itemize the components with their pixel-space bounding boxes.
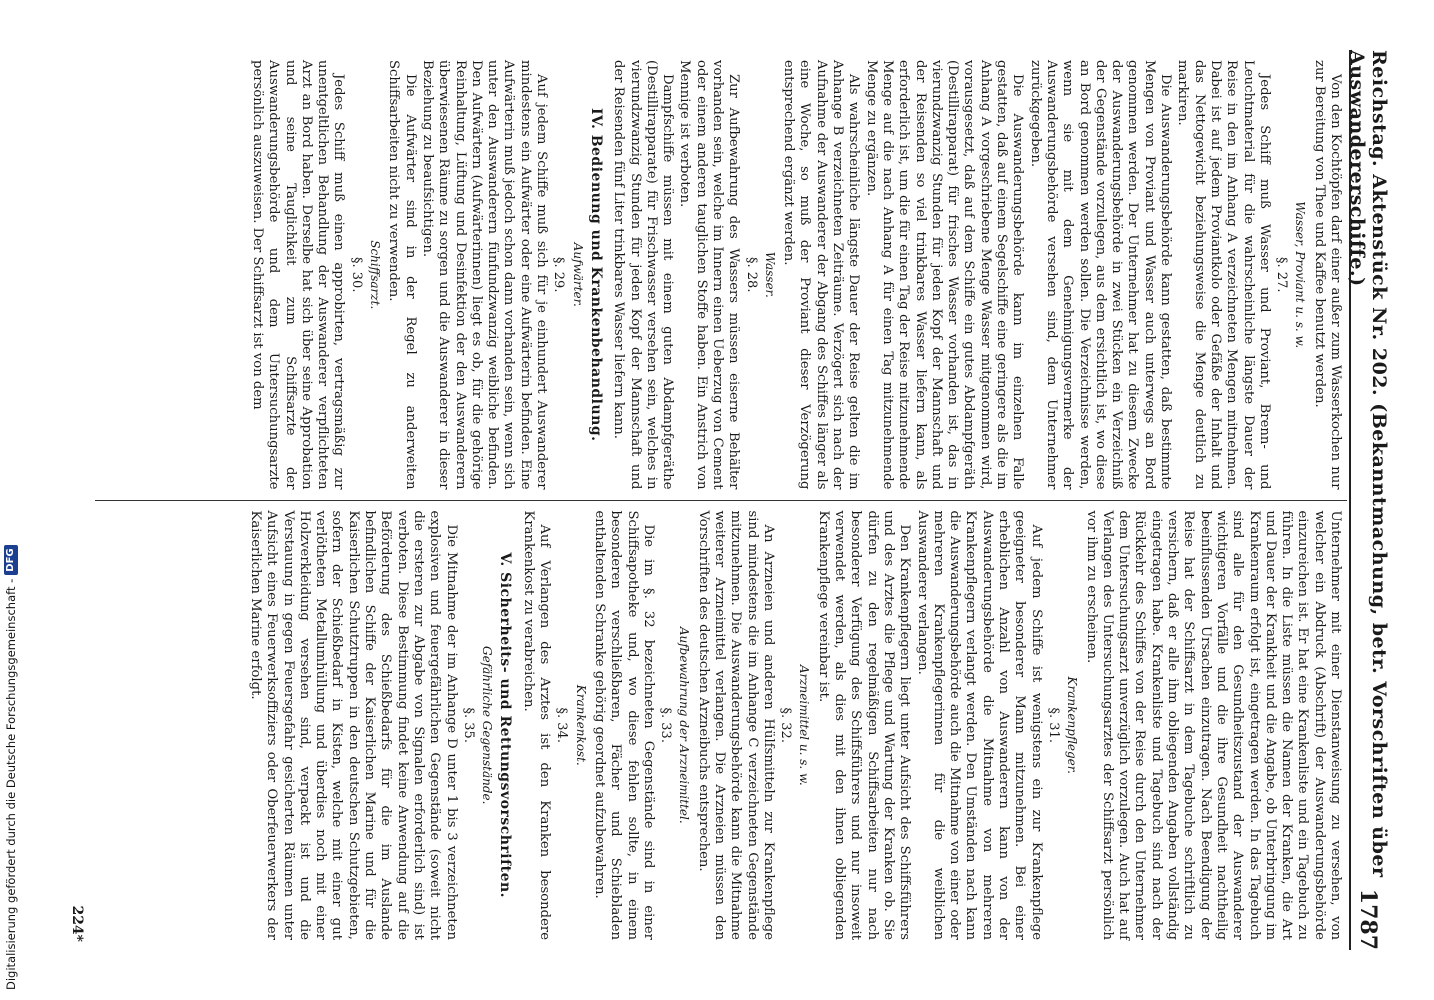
subheading-sick-diet: Krankenkost. <box>573 684 588 766</box>
page-header <box>1346 50 1390 950</box>
section-29: §. 29. <box>551 257 567 293</box>
subheading-dangerous-goods: Gefährliche Gegenstände. <box>480 646 495 805</box>
subheading-medicines: Arzneimittel u. s. w. <box>797 664 812 786</box>
credit-line <box>2 0 20 990</box>
section-27: §. 27. <box>1274 257 1290 293</box>
paragraph-29a: Auf jedem Schiffe muß sich für je einhundert Auswanderer mindestens ein Aufwärter oder eine Aufwärterin befinden. Eine Aufwärterin muß jedoch schon dann vorhanden sein, wenn sich unter den Auswanderern fünfundzwanzig weibliche befinden. Den Aufwärtern (Aufwärterinnen) liegt es ob, für die gehörige Reinhaltung, Lüftung und Desinfektion der den Auswanderern überwiesenen Räume zu sorgen und die Auswanderer in dieser Beziehung zu beaufsichtigen. <box>419 60 550 490</box>
paragraph-30: Jedes Schiff muß einen approbirten, vertragsmäßig zur unentgeltlichen Behandlung der Auswanderer verpflichteten Arzt an Bord haben. Derselbe hat sich über seine Approbation und seine Tauglichkeit zum Schiffsarzte der Auswanderungsbehörde und dem Untersuchungsarzte persönlich auszuweisen. Der Schiffsarzt ist von dem <box>250 60 347 490</box>
section-28: §. 28. <box>743 257 759 293</box>
subheading-attendants: Aufwärter. <box>570 242 585 307</box>
section-30: §. 30. <box>348 257 364 293</box>
section-32: §. 32. <box>778 707 794 743</box>
rotated-page <box>69 50 1390 950</box>
subheading-medicine-storage: Aufbewahrung der Arzneimittel. <box>677 626 692 824</box>
subheading-ship-doctor: Schiffsarzt. <box>368 240 383 310</box>
page-title: Reichstag. Aktenstück Nr. 202. (Bekanntmachung, betr. Vorschriften über Auswandererschiffe.) <box>1346 50 1390 878</box>
subheading-nurses: Krankenpfleger. <box>1065 676 1080 774</box>
paragraph-27c: Die Auswanderungsbehörde kann im einzelnen Falle gestatten, daß auf einem Segelschiffe eine geringere als die im Anhang A vorgeschriebene Menge Wasser mitgenommen wird, vorausgesetzt, daß auf dem Schiffe ein gutes Abdampfgeräth (Destillirapparat) für frisches Wasser vorhanden ist, das in vierundzwanzig Stunden für jeden Kopf der Mannschaft und der Reisenden so viel trinkbares Wasser liefern kann, als erforderlich ist, um die für einen Tag der Reise mitzunehmende Menge auf die nach Anhang A für einen Tag mitzunehmende Menge zu ergänzen. <box>863 60 1026 490</box>
paragraph-28b: Dampfschiffe müssen mit einem guten Abdampfgeräthe (Destillirapparate) für Frischwasser versehen sein, welches in vierundzwanzig Stunden für jeden Kopf der Mannschaft und der Reisenden fünf Liter trinkbares Wasser liefern kann. <box>611 60 676 490</box>
page-mark: 224* <box>69 905 85 942</box>
paragraph-35: Die Mitnahme der im Anhange D unter 1 bis 3 verzeichneten explosiven und feuergefährlichen Gegenstände (soweit nicht die ersteren zur Abgabe von Signalen erforderlich sind) ist verboten. Diese Bestimmung findet keine Anwendung auf die Beförderung des Schießbedarfs für die im Auslande befindlichen Schiffe der Kaiserlichen Marine und für die Kaiserlichen Schutztruppen in den deutschen Schutzgebieten, sofern der Schießbedarf in Kisten, welche mit einer gut verlötheten Metallumhüllung und überdies noch mit einer Holzverkleidung versehen sind, verpackt ist und die Verstauung in gegen Feuersgefahr gesicherten Räumen unter Aufsicht eines Feuerwerksoffiziers oder Oberfeuerwerkers der Kaiserlichen Marine erfolgt. <box>248 510 459 940</box>
paragraph-30-continued: Unternehmer mit einer Dienstanweisung zu versehen, von welcher ein Abdruck (Abschrift) der Auswanderungsbehörde einzureichen ist. Er hat eine Krankenliste und ein Tagebuch zu führen. In die Liste müssen die Namen der Kranken, die Art und Dauer der Krankheit und die Angabe, ob Unterbringung im Krankenraum erfolgt ist, eingetragen werden. In das Tagebuch sind alle für den Gesundheitszustand der Auswanderer wichtigeren Vorfälle und die ihre Gesundheit nachtheilig beeinflussenden Ursachen einzutragen. Nach Beendigung der Reise hat der Schiffsarzt in dem Tagebuche schriftlich zu versichern, daß er alle ihm obliegenden Angaben vollständig eingetragen habe. Krankenliste und Tagebuch sind nach der Rückkehr des Schiffes von der Reise durch den Unternehmer dem Untersuchungsarzt unverzüglich vorzulegen. Auch hat auf Verlangen des Untersuchungsarztes der Schiffsarzt persönlich vor ihm zu erscheinen. <box>1083 510 1343 940</box>
paragraph-27b: Die Auswanderungsbehörde kann gestatten, daß bestimmte Mengen von Proviant und Wasser auch unterwegs an Bord genommen werden. Der Unternehmer hat zu diesem Zwecke der Auswanderungsbehörde in zwei Stücken ein Verzeichniß der Gegenstände vorzulegen, aus dem ersichtlich ist, wo diese an Bord genommen werden sollen. Die Verzeichnisse werden, wenn sie mit dem Genehmigungsvermerke der Auswanderungsbehörde versehen sind, dem Unternehmer zurückgegeben. <box>1027 60 1174 490</box>
left-column <box>95 50 1347 500</box>
paragraph-33: Die im §. 32 bezeichneten Gegenstände sind in einer Schiffsapotheke und, wo diese fehlen sollte, in einem besonderen verschließbaren, Fächer und Schiebladen enthaltenden Schranke gehörig geordnet aufzubewahren. <box>591 510 656 940</box>
dfg-logo[interactable]: DFG <box>4 545 18 574</box>
subheading-water: Wasser. <box>762 251 777 298</box>
paragraph-32: An Arzneien und anderen Hülfsmitteln zur Krankenpflege sind mindestens die im Anhange C verzeichneten Gegenstände mitzunehmen. Die Auswanderungsbehörde kann die Mitnahme weiterer Arzneimittel verlangen. Die Arzneien müssen den Vorschriften des deutschen Arzneibuchs entsprechen. <box>695 510 776 940</box>
paragraph-31a: Auf jedem Schiffe ist wenigstens ein zur Krankenpflege geeigneter besonderer Mann mitzunehmen. Bei einer erheblichen Anzahl von Auswanderern kann von der Auswanderungsbehörde die Mitnahme von mehreren Krankenpflegern verlangt werden. Den Umständen nach kann die Auswanderungsbehörde auch die Mitnahme von einer oder mehreren Krankenpflegerinnen für die weiblichen Auswanderer verlangen. <box>914 510 1044 940</box>
paragraph-34: Auf Verlangen des Arztes ist den Kranken besondere Krankenkost zu verabreichen. <box>520 510 553 940</box>
chapter-5-heading: V. Sicherheits- und Rettungsvorschriften. <box>497 552 514 899</box>
paragraph-27a: Jedes Schiff muß Wasser und Proviant, Brenn- und Leuchtmaterial für die wahrscheinliche längste Dauer der Reise in den im Anhang A verzeichneten Mengen mitnehmen. Dabei ist auf jedem Proviantkolo oder Gefäße der Inhalt und das Nettogewicht beziehungsweise die Menge deutlich zu markiren. <box>1175 60 1272 490</box>
text-columns <box>95 50 1347 950</box>
section-35: §. 35. <box>460 707 476 743</box>
chapter-4-heading: IV. Bedienung und Krankenbehandlung. <box>587 107 604 442</box>
paragraph-31b: Den Krankenpflegern liegt unter Aufsicht des Schiffsführers und des Arztes die Pflege und Wartung der Kranken ob. Sie dürfen zu den regelmäßigen Schiffsarbeiten nur nach besonderer Verfügung des Schiffsführers und nur insoweit verwendet werden, als dies mit den ihnen obliegenden Krankenpflege vereinbar ist. <box>815 510 913 940</box>
section-33: §. 33. <box>658 707 674 743</box>
subheading-water-provisions: Wasser, Proviant u. s. w. <box>1293 201 1308 349</box>
right-column <box>95 500 1347 951</box>
credit-sidebar <box>0 0 22 1000</box>
paragraph-28a: Zur Aufbewahrung des Wassers müssen eiserne Behälter vorhanden sein, welche im Innern einen Ueberzug von Cement oder einem anderen tauglichen Stoffe haben. Ein Anstrich von Mennige ist verboten. <box>677 60 742 490</box>
page-number: 1787 <box>1355 888 1381 950</box>
intro-paragraph: Von den Kochtöpfen darf einer außer zum Wasserkochen nur zur Bereitung von Thee und Kaffee benutzt werden. <box>1311 60 1343 490</box>
section-34: §. 34. <box>554 707 570 743</box>
section-31: §. 31. <box>1045 707 1061 743</box>
credit-text[interactable]: Digitalisierung gefördert durch die Deutsche Forschungsgemeinschaft - <box>4 578 18 990</box>
paragraph-29b: Die Aufwärter sind in der Regel zu anderweiten Schiffsarbeiten nicht zu verwenden. <box>386 60 418 490</box>
paragraph-27d: Als wahrscheinliche längste Dauer der Reise gelten die im Anhange B verzeichneten Zeiträume. Verzögert sich nach der Aufnahme der Auswanderer der Abgang des Schiffes länger als eine Woche, so muß der Proviant dieser Verzögerung entsprechend ergänzt werden. <box>781 60 862 490</box>
